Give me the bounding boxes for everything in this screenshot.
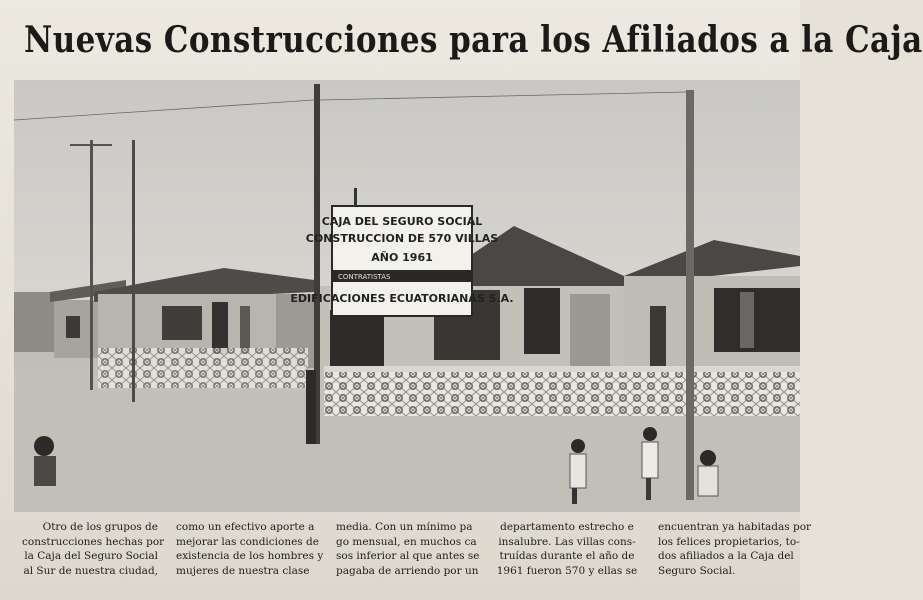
lattice-wall-right [324,370,800,416]
article-line: pagaba de arriendo por un [336,564,479,577]
headline: Nuevas Construcciones para los Afiliados a la Caja [24,19,923,61]
article-column-3 [336,520,480,600]
article-line: construcciones hechas por [22,535,165,548]
article-line: al Sur de nuestra ciudad, [23,564,158,577]
article-column-2 [176,520,324,600]
article-line: dos afiliados a la Caja del [658,550,794,562]
sign-line2: CONSTRUCCION DE 570 VILLAS [305,232,499,245]
article-body [0,516,812,600]
article-column-5 [658,520,812,600]
article-line: como un efectivo aporte a [176,521,315,533]
article-line: mejorar las condiciones de [176,535,319,548]
sign-line3: AÑO 1961 [371,251,433,264]
article-line: mujeres de nuestra clase [176,564,310,577]
article-column-1 [22,520,165,600]
article-line: insalubre. Las villas cons- [498,535,636,548]
article-line: sos inferior al que antes se [336,550,480,562]
article-line: truídas durante el año de [499,550,635,562]
article-line: 1961 fueron 570 y ellas se [496,564,638,577]
sign-contractor-label: CONTRATISTAS [338,273,391,281]
article-line: Otro de los grupos de [42,521,158,533]
article-column-4 [496,520,638,600]
article-line: los felices propietarios, to- [658,535,800,548]
news-photo [14,80,800,512]
photo-illustration [14,80,800,512]
article-line: encuentran ya habitadas por [658,521,812,533]
article-line: Seguro Social. [658,564,736,577]
article-line: go mensual, en muchos ca [336,535,477,548]
article-line: existencia de los hombres y [176,550,324,562]
sign-line1: CAJA DEL SEGURO SOCIAL [321,215,483,228]
article-line: media. Con un mínimo pa [336,521,473,533]
lattice-wall-left [98,348,308,388]
article-line: departamento estrecho e [500,521,634,533]
article-line: la Caja del Seguro Social [24,550,158,562]
sign-contractor: EDIFICACIONES ECUATORIANAS S.A. [290,292,514,305]
